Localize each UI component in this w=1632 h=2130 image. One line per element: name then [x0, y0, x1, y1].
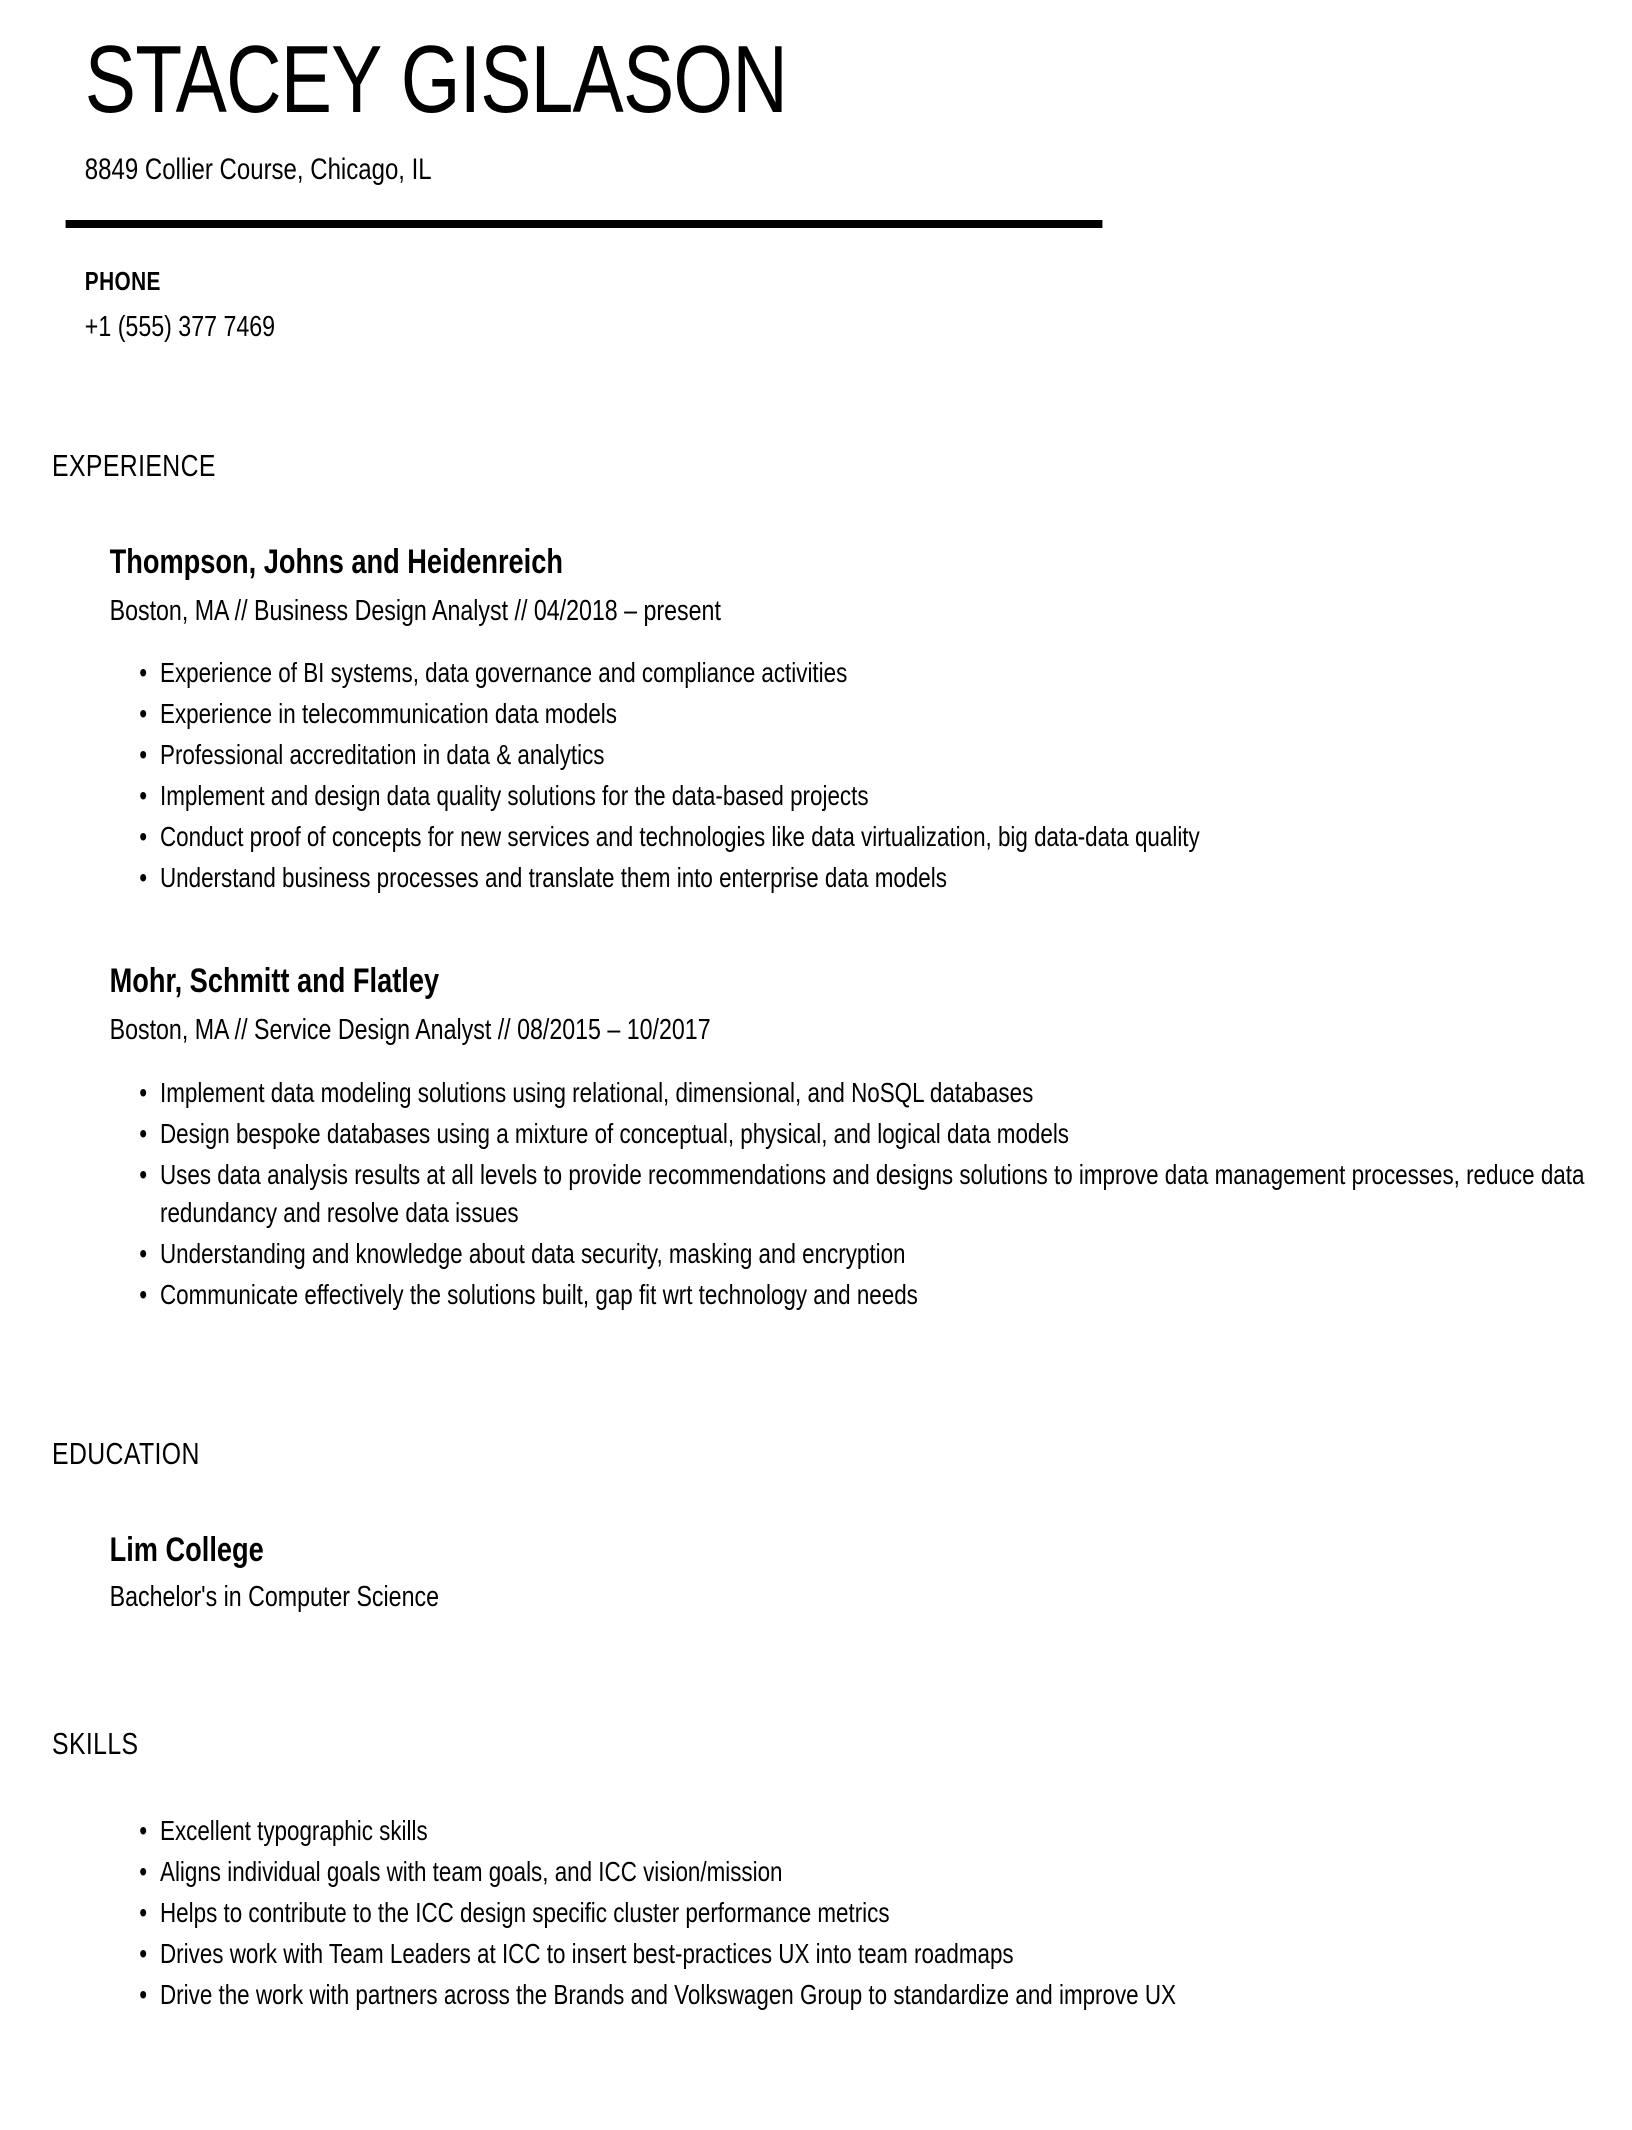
contact-section	[0, 266, 1632, 344]
job-company: Thompson, Johns and Heidenreich	[109, 543, 563, 581]
job-entry-1	[110, 542, 1632, 897]
skill-bullet: • Drives work with Team Leaders at ICC to insert best-practices UX into team roadmaps	[160, 1935, 1624, 1973]
school-name: Lim College	[109, 1530, 264, 1569]
skill-bullet: • Drive the work with partners across the Brands and Volkswagen Group to standardize and improve UX	[160, 1976, 1624, 2014]
skills-title: SKILLS	[52, 1725, 139, 1761]
job-bullet: • Conduct proof of concepts for new services and technologies like data virtualization, big data-data quality	[160, 818, 1624, 856]
job-bullet: • Understand business processes and translate them into enterprise data models	[160, 859, 1624, 897]
job-bullet: • Design bespoke databases using a mixture of conceptual, physical, and logical data models	[160, 1115, 1624, 1153]
education-title: EDUCATION	[52, 1435, 200, 1471]
job-bullet: • Experience of BI systems, data governance and compliance activities	[160, 654, 1624, 692]
skills-section	[0, 1726, 1632, 2014]
job-company: Mohr, Schmitt and Flatley	[109, 962, 440, 1001]
job-bullet-list	[110, 1074, 1632, 1314]
resume-header	[0, 26, 1632, 188]
degree-name: Bachelor's in Computer Science	[109, 1580, 439, 1613]
job-bullet: • Implement data modeling solutions using relational, dimensional, and NoSQL databases	[160, 1074, 1624, 1112]
phone-label: PHONE	[84, 266, 161, 296]
job-meta: Boston, MA // Service Design Analyst // 08/2015 – 10/2017	[109, 1014, 711, 1047]
resume-page	[0, 26, 1632, 2077]
header-divider	[66, 220, 1103, 228]
skills-bullet-list	[0, 1812, 1632, 2014]
job-bullet: • Professional accreditation in data & analytics	[160, 736, 1624, 774]
education-entry	[110, 1530, 1632, 1614]
phone-value: +1 (555) 377 7469	[84, 311, 276, 343]
education-section	[0, 1436, 1632, 1614]
job-bullet: • Understanding and knowledge about data security, masking and encryption	[160, 1235, 1624, 1273]
job-bullet: • Uses data analysis results at all levels to provide recommendations and designs solutions to improve data management processes, reduce data redundancy and resolve data issues	[160, 1156, 1624, 1232]
job-entry-2	[110, 961, 1632, 1313]
experience-title: EXPERIENCE	[52, 448, 216, 483]
experience-section	[0, 448, 1632, 1314]
skill-bullet: • Aligns individual goals with team goals, and ICC vision/mission	[160, 1853, 1624, 1891]
job-bullet: • Experience in telecommunication data models	[160, 695, 1624, 733]
job-bullet: • Communicate effectively the solutions built, gap fit wrt technology and needs	[160, 1276, 1624, 1314]
job-meta: Boston, MA // Business Design Analyst // 04/2018 – present	[109, 594, 721, 627]
skill-bullet: • Excellent typographic skills	[160, 1812, 1624, 1850]
person-address: 8849 Collier Course, Chicago, IL	[84, 153, 432, 186]
person-name: STACEY GISLASON	[84, 26, 787, 133]
job-bullet-list	[110, 654, 1632, 897]
skill-bullet: • Helps to contribute to the ICC design specific cluster performance metrics	[160, 1894, 1624, 1932]
job-bullet: • Implement and design data quality solutions for the data-based projects	[160, 777, 1624, 815]
